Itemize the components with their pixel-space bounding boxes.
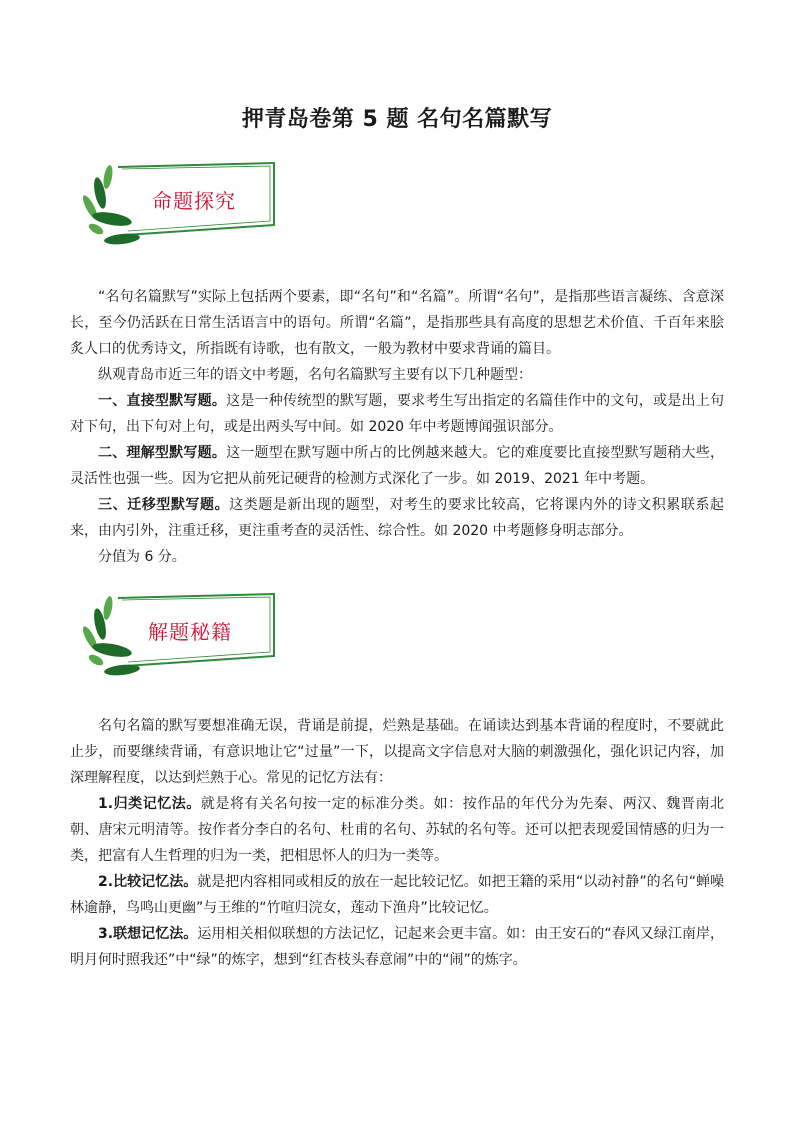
item-body: 就是把内容相同或相反的放在一起比较记忆。如把王籍的采用“以动衬静”的名句“蝉噪林逾静，鸟鸣山更幽”与王维的“竹喧归浣女，莲动下渔舟”比较记忆。 (70, 874, 724, 916)
intro-paragraph: 名句名篇的默写要想准确无误，背诵是前提，烂熟是基础。在诵读达到基本背诵的程度时，不要就此止步，而要继续背诵，有意识地让它“过量”一下，以提高文字信息对大脑的刺激强化，强化识记内容，加深理解程度，以达到烂熟于心。常见的记忆方法有： (70, 718, 724, 786)
section-exploration-text (70, 284, 724, 570)
item-body: 就是将有关名句按一定的标准分类。如：按作品的年代分为先秦、两汉、魏晋南北朝、唐宋元明清等。按作者分李白的名句、杜甫的名句、苏轼的名句等。还可以把表现爱国情感的归为一类，把富有人生哲理的归为一类，把相思怀人的归为一类等。 (70, 796, 725, 864)
list-item (70, 921, 724, 973)
section-banner-tips (78, 586, 278, 676)
item-body: 这一题型在默写题中所占的比例越来越大。它的难度要比直接型默写题稍大些，灵活性也强一些。因为它把从前死记硬背的检测方式深化了一步。如 2019、2021 年中考题。 (70, 445, 724, 487)
score-paragraph: 分值为 6 分。 (98, 549, 186, 565)
item-heading: 三、迁移型默写题。 (98, 497, 230, 513)
item-heading: 1.归类记忆法。 (98, 796, 201, 812)
section-banner-exploration (78, 155, 278, 245)
item-heading: 2.比较记忆法。 (98, 874, 198, 890)
item-body: 运用相关相似联想的方法记忆，记起来会更丰富。如：由王安石的“春风又绿江南岸，明月何时照我还”中“绿”的炼字，想到“红杏枝头春意闹”中的“闹”的炼字。 (70, 926, 724, 968)
overview-paragraph: 纵观青岛市近三年的语文中考题，名句名篇默写主要有以下几种题型： (98, 367, 532, 383)
item-heading: 3.联想记忆法。 (98, 926, 198, 942)
list-item (70, 492, 724, 544)
item-heading: 一、直接型默写题。 (98, 393, 227, 409)
intro-paragraph: “名句名篇默写”实际上包括两个要素，即“名句”和“名篇”。所谓“名句”，是指那些语言凝练、含意深长，至今仍活跃在日常生活语言中的语句。所谓“名篇”，是指那些具有高度的思想艺术价值、千百年来脍炙人口的优秀诗文，所指既有诗歌，也有散文，一般为教材中要求背诵的篇目。 (70, 289, 724, 357)
section-tips-text (70, 713, 724, 973)
list-item (70, 388, 724, 440)
item-body: 这是一种传统型的默写题，要求考生写出指定的名篇佳作中的文句，或是出上句对下句，出下句对上句，或是出两头写中间。如 2020 年中考题博闻强识部分。 (70, 393, 724, 435)
list-item (70, 869, 724, 921)
banner-label: 解题秘籍 (148, 620, 232, 644)
banner-label: 命题探究 (152, 189, 236, 213)
list-item (70, 440, 724, 492)
page-title: 押青岛卷第 5 题 名句名篇默写 (241, 107, 553, 132)
item-body: 这类题是新出现的题型，对考生的要求比较高，它将课内外的诗文积累联系起来，由内引外，注重迁移，更注重考查的灵活性、综合性。如 2020 中考题修身明志部分。 (70, 497, 725, 539)
list-item (70, 791, 724, 869)
item-heading: 二、理解型默写题。 (98, 445, 227, 461)
